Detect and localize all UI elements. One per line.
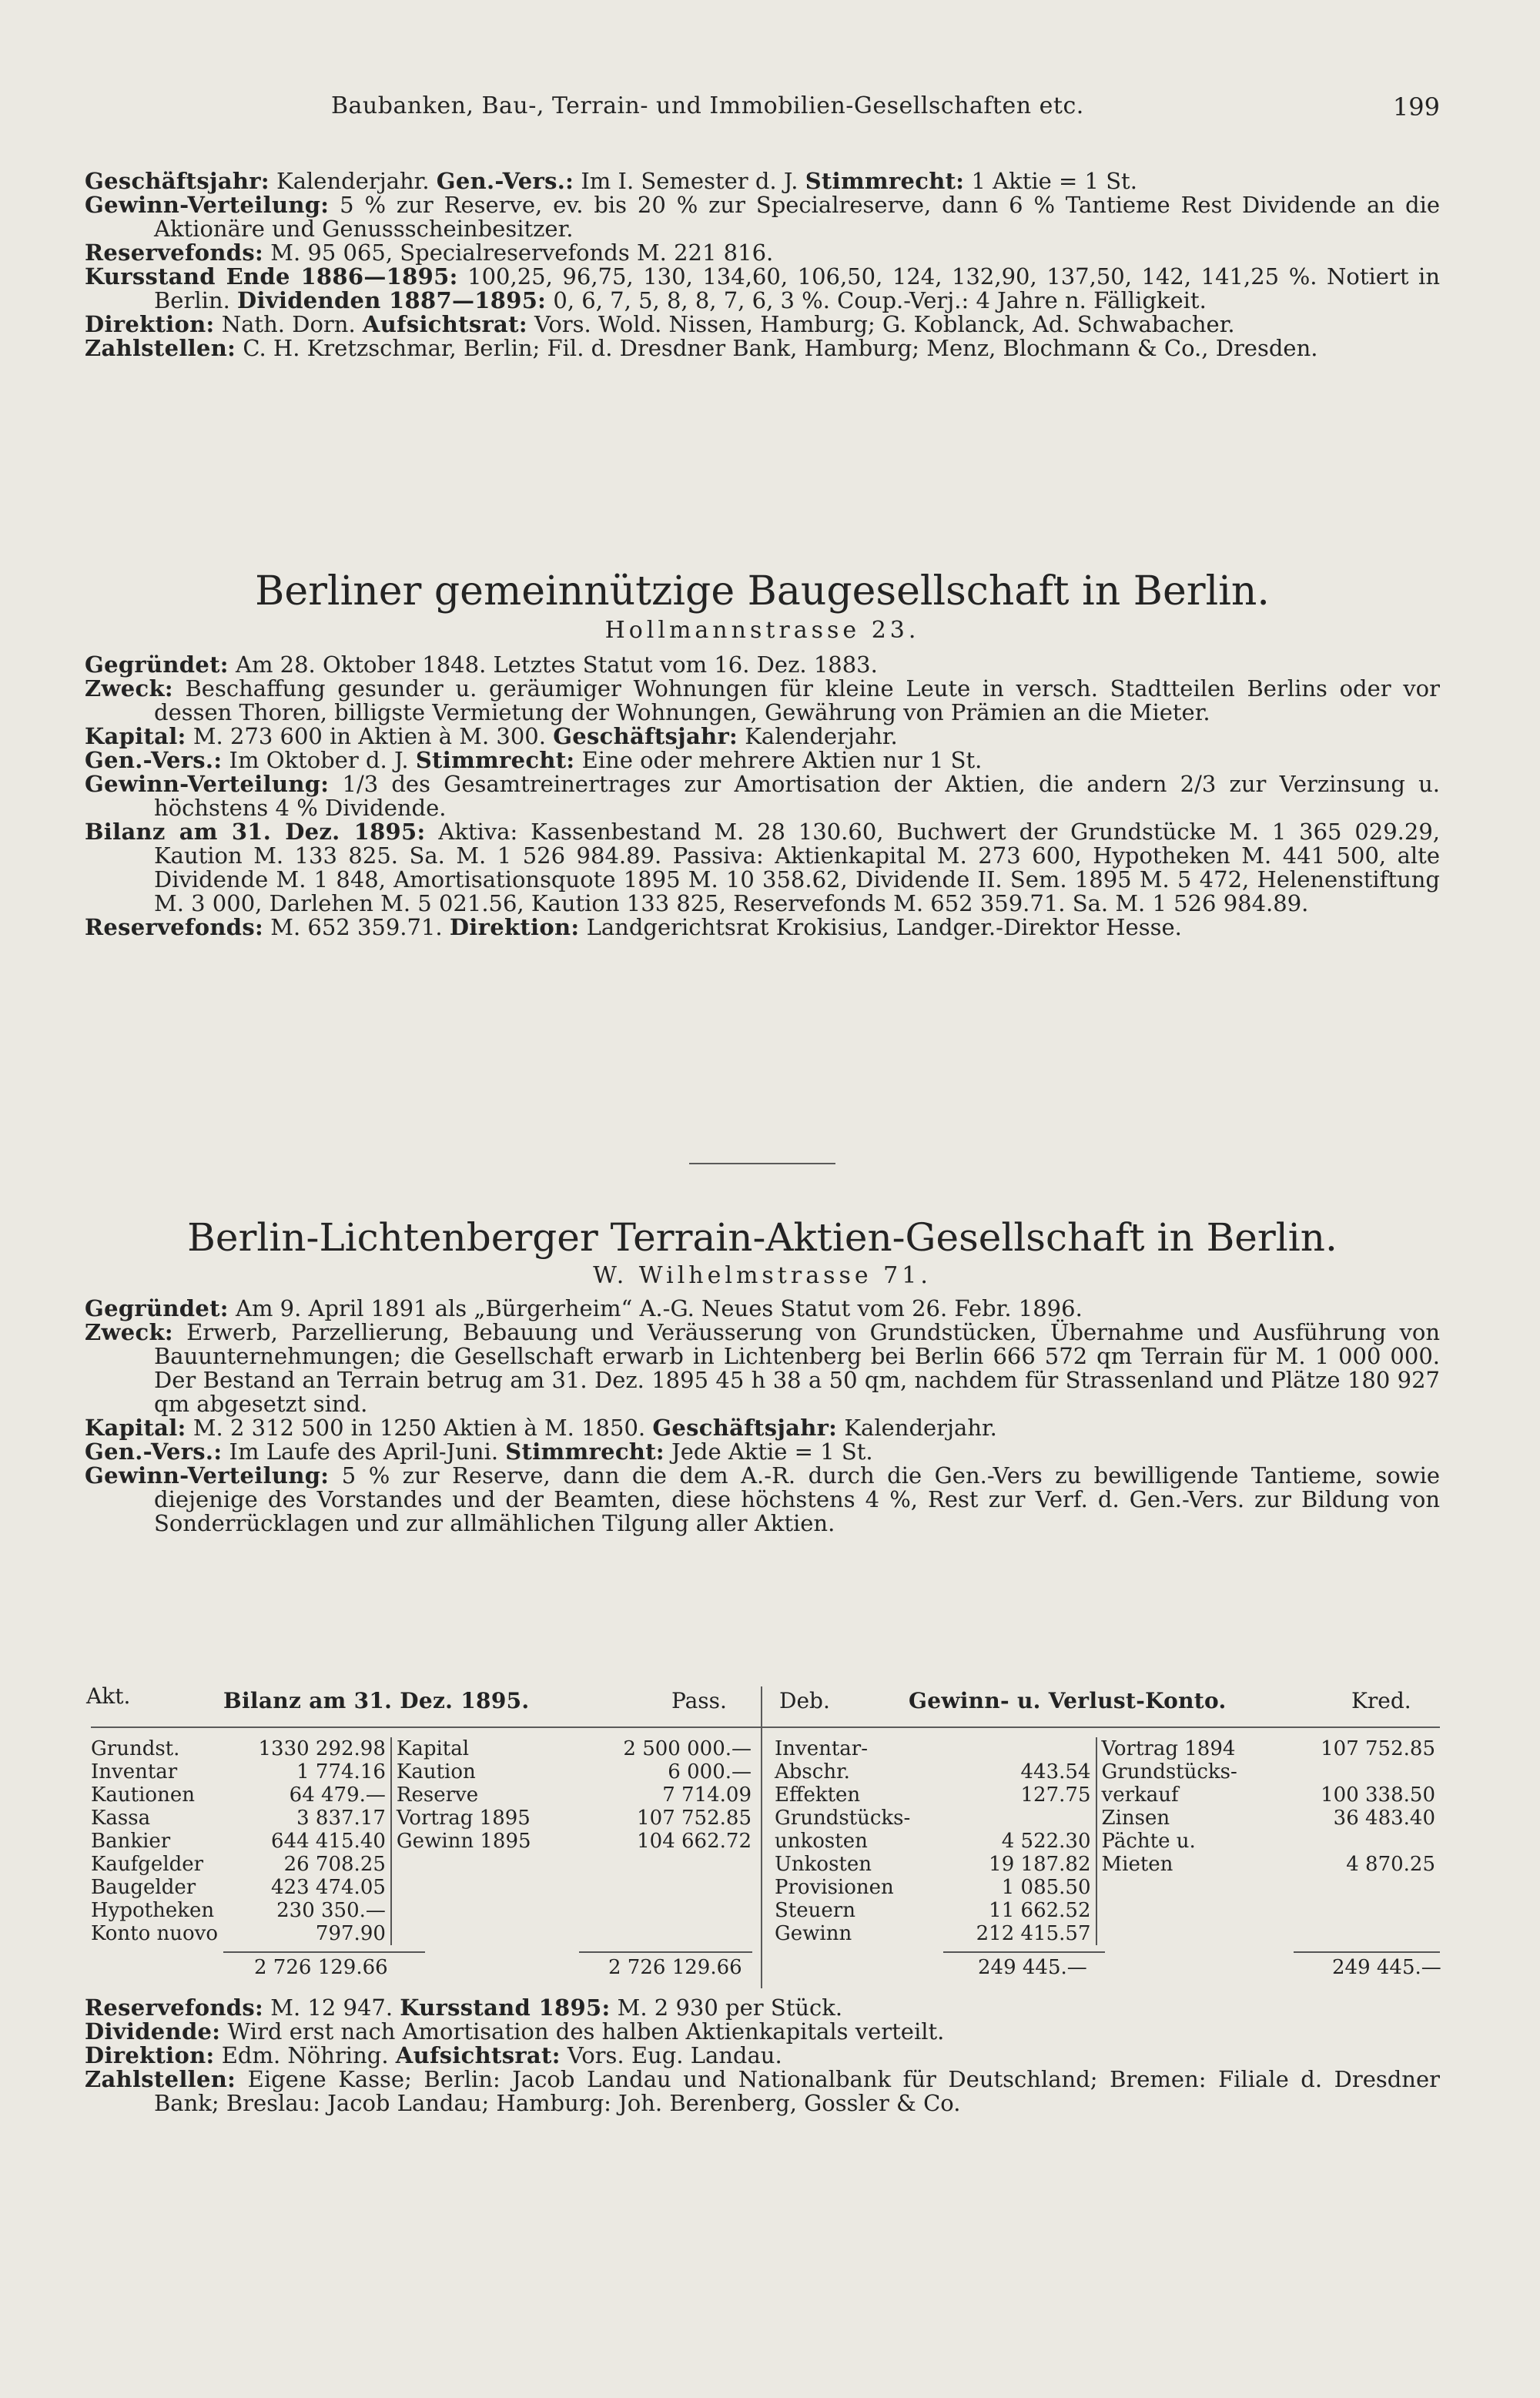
guv-row-credit-label: Zinsen bbox=[1101, 1807, 1170, 1830]
balance-row bbox=[86, 1853, 756, 1876]
section-berliner-gemeinnuetzige bbox=[85, 566, 1440, 939]
balance-row-liability-value: 7 714.09 bbox=[662, 1783, 752, 1807]
company-address: W. Wilhelmstrasse 71. bbox=[593, 1262, 932, 1289]
balance-row-liability-label bbox=[391, 1922, 574, 1945]
entry-zweck: Zweck: Erwerb, Parzellierung, Bebauung und Veräusserung von Grundstücken, Übernahme und Ausführung von Bauunternehmungen; die Gesellschaft erwarb in Lichtenberg bei Berlin 666 572 qm Terrain für M. 1 000 000. Der Bestand an Terrain betrug am 31. Dez. 1895 45 h 38 a 50 qm, nachdem für Strassenland und Plätze 180 927 qm abgesetzt sind. bbox=[85, 1319, 1441, 1417]
guv-row-debit-value: 19 187.82 bbox=[936, 1853, 1096, 1876]
guv-row-debit-label: Unkosten bbox=[775, 1853, 872, 1876]
balance-row-asset-label: Bankier bbox=[91, 1830, 171, 1853]
balance-sum-passiva: 2 726 129.66 bbox=[608, 1956, 742, 1979]
profit-loss-table bbox=[770, 1737, 1440, 1945]
entry-zahlstellen: Zahlstellen: C. H. Kretzschmar, Berlin; Fil. d. Dresdner Bank, Hamburg; Menz, Blochmann & Co., Dresden. bbox=[85, 335, 1318, 361]
balance-pass-label: Pass. bbox=[671, 1688, 727, 1713]
entry-gewinn-verteilung: Gewinn-Verteilung: 5 % zur Reserve, dann die dem A.-R. durch die Gen.-Vers zu bewilligende Tantieme, sowie diejenige des Vorstandes und der Beamten, diese höchstens 4 %, Rest zur Verf. d. Gen.-Vers. zur Bildung von Sonderrücklagen und zur allmählichen Tilgung aller Aktien. bbox=[85, 1462, 1441, 1536]
guv-row-debit-label: Effekten bbox=[775, 1783, 861, 1807]
balance-row-liability-label: Gewinn 1895 bbox=[396, 1830, 531, 1853]
balance-row-liability-label bbox=[391, 1853, 574, 1876]
guv-row bbox=[770, 1922, 1440, 1945]
guv-row bbox=[770, 1737, 1440, 1760]
guv-sum-credit: 249 445.— bbox=[1332, 1956, 1441, 1979]
guv-row bbox=[770, 1853, 1440, 1876]
guv-row-debit-value: 212 415.57 bbox=[936, 1922, 1096, 1945]
guv-row-credit-value bbox=[1269, 1922, 1440, 1945]
balance-row-asset-value: 423 474.05 bbox=[236, 1876, 391, 1899]
balance-row-asset-label: Hypotheken bbox=[91, 1899, 215, 1922]
guv-row-debit-label: Inventar- bbox=[775, 1737, 868, 1760]
balance-row-liability-label bbox=[391, 1899, 574, 1922]
balance-row-asset-label: Kautionen bbox=[91, 1783, 195, 1807]
guv-row bbox=[770, 1876, 1440, 1899]
entry-gewinn-verteilung: Gewinn-Verteilung: 5 % zur Reserve, ev. bis 20 % zur Specialreserve, dann 6 % Tantieme Rest Dividende an die Aktionäre und Genussscheinbesitzer. bbox=[85, 192, 1441, 242]
balance-sheet-table bbox=[86, 1737, 756, 1945]
guv-row-debit-label: Provisionen bbox=[775, 1876, 894, 1899]
entry-direktion: Direktion: Edm. Nöhring. Aufsichtsrat: Vors. Eug. Landau. bbox=[85, 2042, 782, 2068]
section-previous-company bbox=[85, 169, 1440, 360]
balance-row-liability-value: 104 662.72 bbox=[637, 1830, 752, 1853]
balance-row-asset-value: 26 708.25 bbox=[236, 1853, 391, 1876]
guv-row-debit-label: Grundstücks- bbox=[775, 1807, 911, 1830]
guv-row-credit-label: verkauf bbox=[1101, 1783, 1179, 1807]
balance-row-asset-value: 644 415.40 bbox=[236, 1830, 391, 1853]
guv-row-credit-value bbox=[1269, 1876, 1440, 1899]
guv-row-debit-value: 443.54 bbox=[936, 1760, 1096, 1783]
guv-row bbox=[770, 1783, 1440, 1807]
guv-row-credit-label: Grundstücks- bbox=[1101, 1760, 1237, 1783]
balance-row-liability-value bbox=[574, 1899, 756, 1922]
guv-sum-line bbox=[1294, 1951, 1440, 1953]
balance-row-asset-label: Konto nuovo bbox=[91, 1922, 218, 1945]
balance-top-rule bbox=[91, 1726, 1440, 1728]
guv-row-credit-value: 100 338.50 bbox=[1321, 1783, 1435, 1807]
guv-row-credit-label bbox=[1096, 1922, 1270, 1945]
balance-row-asset-value: 3 837.17 bbox=[236, 1807, 391, 1830]
balance-row-liability-value bbox=[574, 1922, 756, 1945]
balance-row-asset-label: Baugelder bbox=[91, 1876, 196, 1899]
balance-row-asset-value: 797.90 bbox=[236, 1922, 391, 1945]
guv-row-debit-value: 4 522.30 bbox=[936, 1830, 1096, 1853]
balance-akt-label: Akt. bbox=[86, 1683, 131, 1709]
guv-kred-label: Kred. bbox=[1351, 1688, 1411, 1713]
entry-direktion: Direktion: Nath. Dorn. Aufsichtsrat: Vors. Wold. Nissen, Hamburg; G. Koblanck, Ad. Schwabacher. bbox=[85, 311, 1235, 337]
balance-row-asset-value: 230 350.— bbox=[236, 1899, 391, 1922]
guv-row-debit-label: unkosten bbox=[775, 1830, 868, 1853]
guv-row-debit-value bbox=[936, 1737, 1096, 1760]
running-header bbox=[85, 92, 1440, 131]
header-title: Baubanken, Bau-, Terrain- und Immobilien-Gesellschaften etc. bbox=[331, 92, 1084, 119]
entry-gegruendet: Gegründet: Am 9. April 1891 als „Bürgerheim“ A.-G. Neues Statut vom 26. Febr. 1896. bbox=[85, 1295, 1083, 1321]
guv-row-credit-label: Mieten bbox=[1101, 1853, 1173, 1876]
guv-row bbox=[770, 1807, 1440, 1830]
balance-row bbox=[86, 1737, 756, 1760]
balance-row-liability-value: 6 000.— bbox=[668, 1760, 752, 1783]
guv-row-credit-value: 36 483.40 bbox=[1333, 1807, 1435, 1830]
guv-row-credit-label bbox=[1096, 1876, 1270, 1899]
guv-row-credit-value: 4 870.25 bbox=[1346, 1853, 1435, 1876]
balance-row-liability-label: Kaution bbox=[396, 1760, 476, 1783]
balance-row bbox=[86, 1876, 756, 1899]
guv-row-debit-value: 11 662.52 bbox=[936, 1899, 1096, 1922]
balance-row-liability-label bbox=[391, 1876, 574, 1899]
balance-row-asset-label: Kassa bbox=[91, 1807, 151, 1830]
balance-row-liability-label: Vortrag 1895 bbox=[396, 1807, 531, 1830]
section-divider bbox=[689, 1163, 835, 1164]
balance-row-asset-label: Inventar bbox=[91, 1760, 178, 1783]
entry-dividende: Dividende: Wird erst nach Amortisation des halben Aktienkapitals verteilt. bbox=[85, 2018, 945, 2045]
balance-row bbox=[86, 1807, 756, 1830]
guv-row bbox=[770, 1830, 1440, 1853]
balance-row bbox=[86, 1760, 756, 1783]
balance-row-asset-value: 64 479.— bbox=[236, 1783, 391, 1807]
entry-gen-vers: Gen.-Vers.: Im Laufe des April-Juni. Stimmrecht: Jede Aktie = 1 St. bbox=[85, 1438, 873, 1465]
section-lichtenberger-footer bbox=[85, 1996, 1440, 2115]
balance-title: Bilanz am 31. Dez. 1895. bbox=[223, 1688, 530, 1713]
balance-row-asset-value: 1 774.16 bbox=[236, 1760, 391, 1783]
entry-reservefonds: Reservefonds: M. 95 065, Specialreservefonds M. 221 816. bbox=[85, 239, 774, 266]
balance-row-asset-value: 1330 292.98 bbox=[236, 1737, 391, 1760]
guv-row-credit-label: Vortrag 1894 bbox=[1101, 1737, 1236, 1760]
balance-sum-line bbox=[223, 1951, 425, 1953]
guv-row-debit-value bbox=[936, 1807, 1096, 1830]
company-title: Berlin-Lichtenberger Terrain-Aktien-Gesellschaft in Berlin. bbox=[187, 1215, 1337, 1260]
balance-row-liability-value: 2 500 000.— bbox=[623, 1737, 752, 1760]
guv-row-debit-label: Abschr. bbox=[775, 1760, 850, 1783]
guv-deb-label: Deb. bbox=[779, 1688, 830, 1713]
guv-row-credit-value bbox=[1269, 1830, 1440, 1853]
entry-gegruendet: Gegründet: Am 28. Oktober 1848. Letztes Statut vom 16. Dez. 1883. bbox=[85, 651, 878, 678]
balance-row bbox=[86, 1899, 756, 1922]
guv-row bbox=[770, 1760, 1440, 1783]
balance-row bbox=[86, 1922, 756, 1945]
guv-row-debit-label: Gewinn bbox=[775, 1922, 852, 1945]
guv-sum-line bbox=[943, 1951, 1105, 1953]
balance-sum-line bbox=[579, 1951, 752, 1953]
guv-row-credit-value bbox=[1269, 1899, 1440, 1922]
company-title: Berliner gemeinnützige Baugesellschaft in Berlin. bbox=[255, 568, 1270, 615]
entry-gewinn-verteilung: Gewinn-Verteilung: 1/3 des Gesamtreinertrages zur Amortisation der Aktien, die andern 2/3 zur Verzinsung u. höchstens 4 % Dividende. bbox=[85, 771, 1440, 821]
entry-reservefonds: Reservefonds: M. 12 947. Kursstand 1895: M. 2 930 per Stück. bbox=[85, 1994, 843, 2021]
entry-zahlstellen: Zahlstellen: Eigene Kasse; Berlin: Jacob Landau und Nationalbank für Deutschland; Bremen: Filiale d. Dresdner Bank; Breslau: Jacob Landau; Hamburg: Joh. Berenberg, Gossler & Co. bbox=[85, 2066, 1441, 2116]
balance-row-liability-value: 107 752.85 bbox=[637, 1807, 752, 1830]
entry-gen-vers: Gen.-Vers.: Im Oktober d. J. Stimmrecht: Eine oder mehrere Aktien nur 1 St. bbox=[85, 747, 983, 773]
entry-kapital: Kapital: M. 2 312 500 in 1250 Aktien à M. 1850. Geschäftsjahr: Kalenderjahr. bbox=[85, 1415, 997, 1441]
balance-row bbox=[86, 1830, 756, 1853]
guv-sum-debit: 249 445.— bbox=[978, 1956, 1087, 1979]
guv-row-credit-label: Pächte u. bbox=[1101, 1830, 1196, 1853]
entry-kursstand: Kursstand Ende 1886—1895: 100,25, 96,75, 130, 134,60, 106,50, 124, 132,90, 137,50, 142, 141,25 %. Notiert in Berlin. Dividenden 1887—1895: 0, 6, 7, 5, 8, 8, 7, 6, 3 %. Coup.-Verj.: 4 Jahre n. Fälligkeit. bbox=[85, 263, 1441, 313]
balance-row-liability-value bbox=[574, 1876, 756, 1899]
guv-row-debit-value: 1 085.50 bbox=[936, 1876, 1096, 1899]
guv-row-debit-label: Steuern bbox=[775, 1899, 855, 1922]
entry-kapital: Kapital: M. 273 600 in Aktien à M. 300. Geschäftsjahr: Kalenderjahr. bbox=[85, 723, 898, 749]
balance-guv-divider bbox=[761, 1686, 762, 1988]
balance-row-asset-label: Kaufgelder bbox=[91, 1853, 204, 1876]
guv-row-credit-value: 107 752.85 bbox=[1321, 1737, 1435, 1760]
page-number: 199 bbox=[1392, 92, 1440, 122]
section-berlin-lichtenberger bbox=[85, 1213, 1440, 1536]
entry-bilanz: Bilanz am 31. Dez. 1895: Aktiva: Kassenbestand M. 28 130.60, Buchwert der Grundstücke M. 1 365 029.29, Kaution M. 133 825. Sa. M. 1 526 984.89. Passiva: Aktienkapital M. 273 600, Hypotheken M. 441 500, alte Dividende M. 1 848, Amortisationsquote 1895 M. 10 358.62, Dividende II. Sem. 1895 M. 5 472, Helenenstiftung M. 3 000, Darlehen M. 5 021.56, Kaution 133 825, Reservefonds M. 652 359.71. Sa. M. 1 526 984.89. bbox=[85, 819, 1441, 916]
balance-row-asset-label: Grundst. bbox=[91, 1737, 180, 1760]
entry-geschaeftsjahr: Geschäftsjahr: Kalenderjahr. Gen.-Vers.: Im I. Semester d. J. Stimmrecht: 1 Aktie = 1 St. bbox=[85, 168, 1137, 194]
balance-row-liability-label: Kapital bbox=[396, 1737, 470, 1760]
guv-title: Gewinn- u. Verlust-Konto. bbox=[909, 1688, 1227, 1713]
balance-row-liability-label: Reserve bbox=[396, 1783, 479, 1807]
company-address: Hollmannstrasse 23. bbox=[604, 617, 920, 644]
entry-zweck: Zweck: Beschaffung gesunder u. geräumiger Wohnungen für kleine Leute in versch. Stadtteilen Berlins oder vor dessen Thoren, billigste Vermietung der Wohnungen, Gewährung von Prämien an die Mieter. bbox=[85, 675, 1440, 725]
guv-row-debit-value: 127.75 bbox=[936, 1783, 1096, 1807]
balance-row-liability-value bbox=[574, 1853, 756, 1876]
guv-row-credit-label bbox=[1096, 1899, 1270, 1922]
balance-row bbox=[86, 1783, 756, 1807]
guv-row-credit-value bbox=[1269, 1760, 1440, 1783]
balance-sum-aktiva: 2 726 129.66 bbox=[254, 1956, 388, 1979]
entry-reservefonds: Reservefonds: M. 652 359.71. Direktion: Landgerichtsrat Krokisius, Landger.-Direktor Hesse. bbox=[85, 914, 1182, 940]
guv-row bbox=[770, 1899, 1440, 1922]
